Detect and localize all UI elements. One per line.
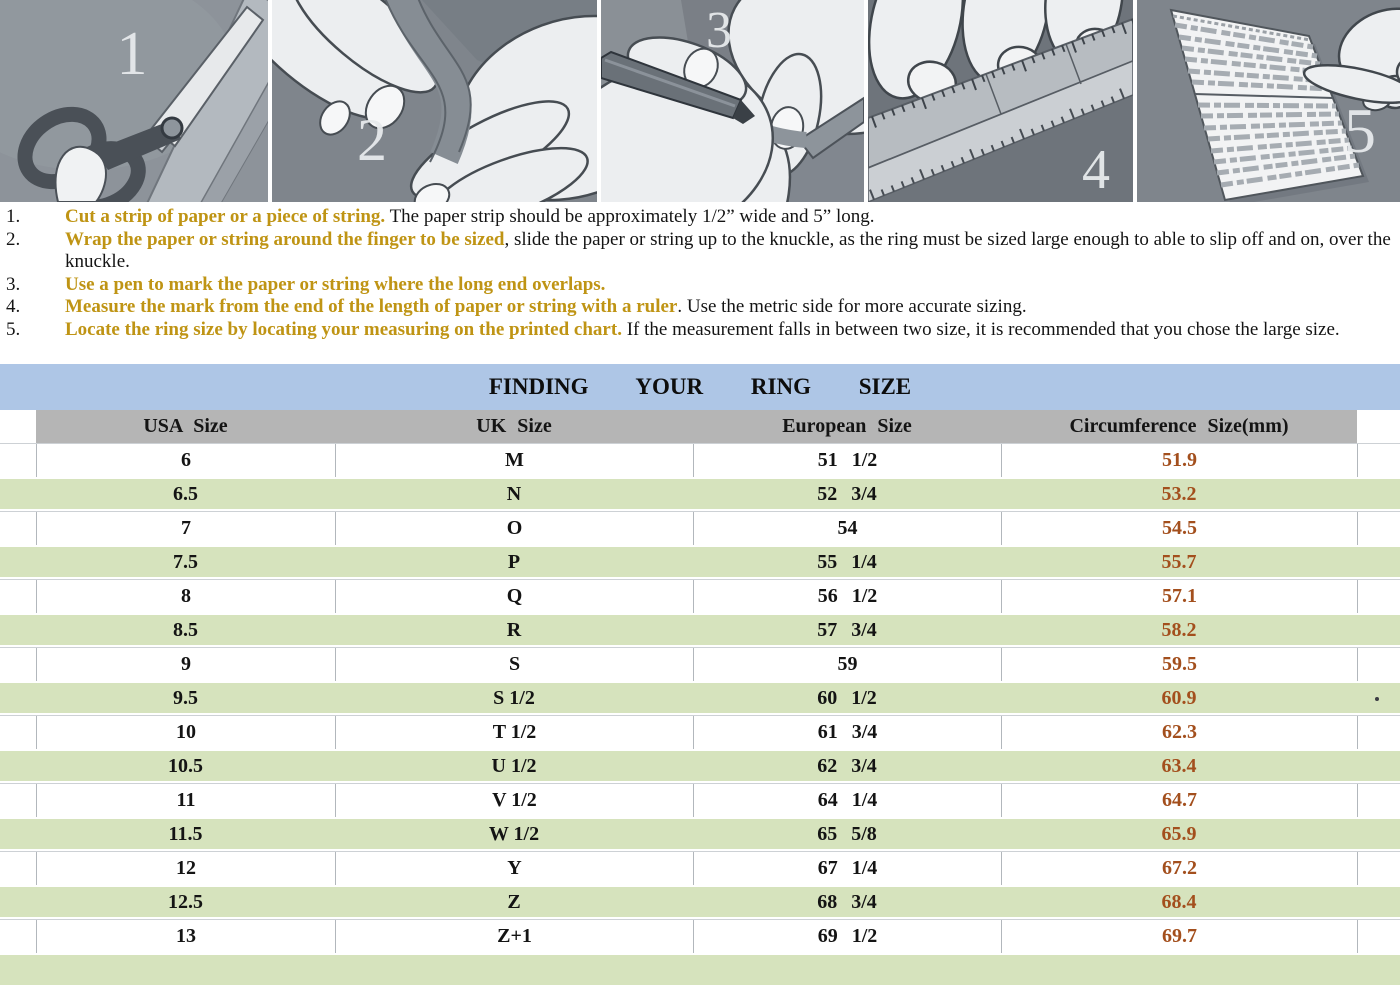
circumference-cell: 60.9: [1161, 686, 1197, 709]
instruction-rest: . Use the metric side for more accurate sizing.: [677, 296, 1027, 317]
circumference-cell: 59.5: [1001, 648, 1357, 681]
table-row: [0, 817, 1400, 851]
european-size-cell: 51 1/2: [693, 444, 1001, 477]
table-row: [0, 885, 1400, 919]
circumference-cell: 55.7: [1161, 550, 1197, 573]
circumference-cell: 63.4: [1161, 754, 1197, 777]
instruction-step-1: [0, 206, 1394, 229]
instruction-lead: Measure the mark from the end of the length of paper or string with a ruler: [65, 296, 678, 317]
step-5-panel: [1137, 0, 1400, 202]
uk-size-cell: P: [507, 550, 521, 573]
uk-size-cell: Z: [507, 890, 521, 913]
table-row: [0, 579, 1400, 613]
usa-size-cell: 7.5: [173, 550, 198, 573]
european-size-cell: 69 1/2: [693, 920, 1001, 953]
circumference-cell: 65.9: [1161, 822, 1197, 845]
european-size-cell: 60 1/2: [817, 686, 877, 709]
european-size-cell: 55 1/4: [817, 550, 877, 573]
usa-size-cell: 11.5: [168, 822, 203, 845]
instruction-step-3: [0, 274, 1394, 297]
table-row: [0, 919, 1400, 953]
table-row: [0, 749, 1400, 783]
step-4-number: 4: [1082, 139, 1110, 201]
table-row: [0, 613, 1400, 647]
circumference-cell: 53.2: [1161, 482, 1197, 505]
table-row: [0, 851, 1400, 885]
step-3-number: 3: [706, 2, 732, 59]
header-uk-size: UK Size: [335, 410, 693, 443]
table-row: [0, 783, 1400, 817]
table-row: [0, 443, 1400, 477]
uk-size-cell: R: [506, 618, 522, 641]
header-european-size: European Size: [693, 410, 1001, 443]
table-row: [0, 681, 1400, 715]
table-header-row: [0, 410, 1400, 443]
instruction-rest: , slide the paper or string up to the knuckle, as the ring must be sized large enough to able to slip off and on, over the knuckle.: [65, 228, 1391, 272]
circumference-cell: 68.4: [1161, 890, 1197, 913]
uk-size-cell: S: [335, 648, 693, 681]
uk-size-cell: O: [335, 512, 693, 545]
usa-size-cell: 9.5: [173, 686, 198, 709]
uk-size-cell: Q: [335, 580, 693, 613]
usa-size-cell: 6.5: [173, 482, 198, 505]
european-size-cell: 68 3/4: [817, 890, 877, 913]
table-row: [0, 647, 1400, 681]
circumference-cell: 64.7: [1001, 784, 1357, 817]
header-circumference-size: Circumference Size(mm): [1001, 410, 1357, 443]
usa-size-cell: 8: [36, 580, 335, 613]
circumference-cell: 67.2: [1001, 852, 1357, 885]
header-usa-size: USA Size: [36, 410, 335, 443]
step-3-panel: [601, 0, 864, 202]
instructions-list: [0, 202, 1400, 364]
instruction-number: 5.: [6, 318, 21, 340]
uk-size-cell: T 1/2: [335, 716, 693, 749]
instruction-lead: Locate the ring size by locating your measuring on the printed chart.: [65, 318, 622, 340]
circumference-cell: 54.5: [1001, 512, 1357, 545]
european-size-cell: 57 3/4: [817, 618, 877, 641]
instruction-number: 1.: [6, 206, 21, 227]
header-gutter-right: [1357, 410, 1400, 443]
european-size-cell: 67 1/4: [693, 852, 1001, 885]
usa-size-cell: 10.5: [168, 754, 203, 777]
european-size-cell: 54: [693, 512, 1001, 545]
uk-size-cell: N: [506, 482, 522, 505]
ruler-measuring-icon: [868, 0, 1133, 202]
usa-size-cell: 8.5: [173, 618, 198, 641]
table-row: [0, 545, 1400, 579]
usa-size-cell: 11: [36, 784, 335, 817]
usa-size-cell: 9: [36, 648, 335, 681]
instruction-number: 3.: [6, 273, 21, 295]
european-size-cell: 56 1/2: [693, 580, 1001, 613]
usa-size-cell: 12.5: [168, 890, 203, 913]
instruction-number: 4.: [6, 296, 21, 317]
step-2-panel: [272, 0, 597, 202]
header-gutter-left: [0, 410, 36, 443]
step-1-number: 1: [116, 20, 148, 88]
usa-size-cell: 12: [36, 852, 335, 885]
instruction-lead: Wrap the paper or string around the finger to be sized: [65, 228, 505, 250]
european-size-cell: 59: [693, 648, 1001, 681]
instruction-step-2: [0, 229, 1394, 274]
instruction-step-4: [0, 296, 1394, 319]
uk-size-cell: S 1/2: [493, 686, 535, 709]
european-size-cell: 64 1/4: [693, 784, 1001, 817]
european-size-cell: 61 3/4: [693, 716, 1001, 749]
table-title: FINDING YOUR RING SIZE: [0, 364, 1400, 410]
uk-size-cell: W 1/2: [488, 822, 540, 845]
instruction-number: 2.: [6, 228, 21, 250]
step-illustrations: [0, 0, 1400, 202]
table-row: [0, 511, 1400, 545]
table-row: [0, 715, 1400, 749]
instruction-rest: The paper strip should be approximately 1/2” wide and 5” long.: [385, 206, 875, 227]
step-4-panel: [868, 0, 1133, 202]
uk-size-cell: U 1/2: [491, 754, 537, 777]
circumference-cell: 58.2: [1161, 618, 1197, 641]
pointing-at-chart-icon: [1137, 0, 1400, 202]
usa-size-cell: 13: [36, 920, 335, 953]
usa-size-cell: 7: [36, 512, 335, 545]
uk-size-cell: Y: [335, 852, 693, 885]
circumference-cell: 51.9: [1001, 444, 1357, 477]
pen-marking-icon: [601, 0, 864, 202]
european-size-cell: 65 5/8: [817, 822, 877, 845]
uk-size-cell: M: [335, 444, 693, 477]
instruction-step-5: [0, 319, 1394, 342]
ring-size-table: [0, 364, 1400, 987]
step-1-panel: [0, 0, 268, 202]
step-2-number: 2: [357, 107, 387, 173]
instruction-lead: Cut a strip of paper or a piece of string.: [65, 206, 386, 227]
uk-size-cell: Z+1: [335, 920, 693, 953]
stray-mark: [1375, 697, 1379, 701]
instruction-rest: If the measurement falls in between two size, it is recommended that you chose the large size.: [621, 318, 1340, 340]
european-size-cell: 52 3/4: [817, 482, 877, 505]
circumference-cell: 69.7: [1001, 920, 1357, 953]
european-size-cell: 62 3/4: [817, 754, 877, 777]
circumference-cell: 57.1: [1001, 580, 1357, 613]
uk-size-cell: V 1/2: [335, 784, 693, 817]
circumference-cell: 62.3: [1001, 716, 1357, 749]
table-bottom-band: [0, 953, 1400, 987]
usa-size-cell: 10: [36, 716, 335, 749]
scissors-cutting-icon: [0, 0, 268, 202]
table-row: [0, 477, 1400, 511]
usa-size-cell: 6: [36, 444, 335, 477]
step-5-number: 5: [1344, 95, 1376, 166]
instruction-lead: Use a pen to mark the paper or string where the long end overlaps.: [65, 273, 606, 295]
wrap-finger-icon: [272, 0, 597, 202]
